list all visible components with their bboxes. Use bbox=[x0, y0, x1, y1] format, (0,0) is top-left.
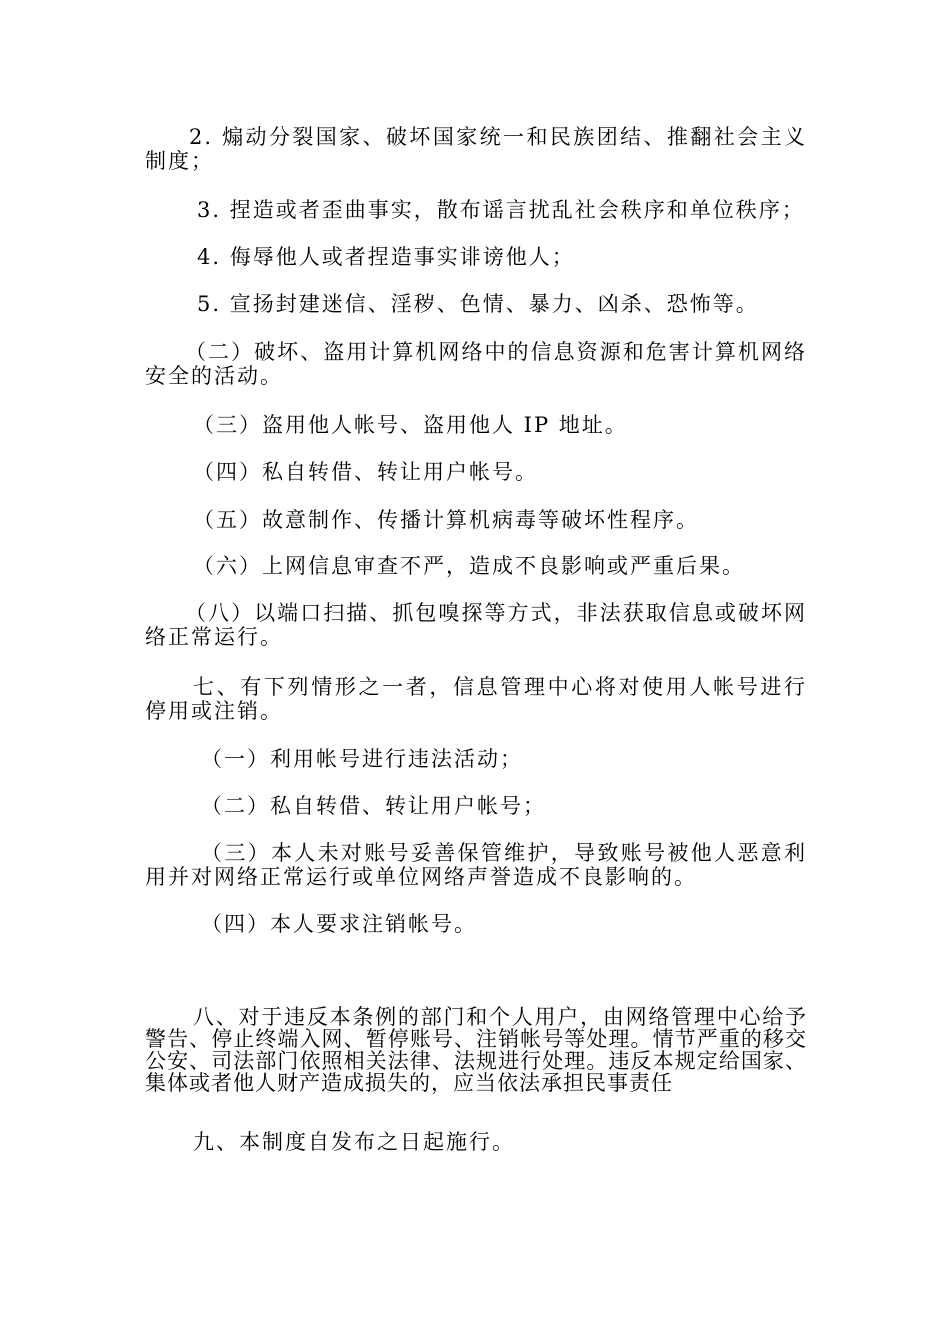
section-seven-item-4: （四）本人要求注销帐号。 bbox=[201, 912, 477, 936]
section-nine: 九、本制度自发布之日起施行。 bbox=[193, 1130, 515, 1154]
clause-sub-8: （八）以端口扫描、抓包嗅探等方式，非法获取信息或破坏网络正常运行。 bbox=[145, 601, 807, 649]
section-seven-item-2: （二）私自转借、转让用户帐号； bbox=[201, 794, 546, 818]
clause-item-2: 2. 煽动分裂国家、破坏国家统一和民族团结、推翻社会主义制度； bbox=[145, 125, 807, 173]
clause-sub-6: （六）上网信息审查不严，造成不良影响或严重后果。 bbox=[193, 554, 745, 578]
section-seven-item-1: （一）利用帐号进行违法活动； bbox=[201, 747, 523, 771]
clause-item-5: 5. 宣扬封建迷信、淫秽、色情、暴力、凶杀、恐怖等。 bbox=[197, 292, 759, 316]
clause-sub-2: （二）破坏、盗用计算机网络中的信息资源和危害计算机网络安全的活动。 bbox=[145, 340, 807, 388]
clause-sub-3: （三）盗用他人帐号、盗用他人 IP 地址。 bbox=[193, 413, 628, 437]
section-eight: 八、对于违反本条例的部门和个人用户，由网络管理中心给予警告、停止终端入网、暂停账号、注销帐号等处理。情节严重的移交公安、司法部门依照相关法律、法规进行处理。违反本规定给国家、集体或者他人财产造成损失的，应当依法承担民事责任 bbox=[145, 1005, 807, 1095]
clause-sub-5: （五）故意制作、传播计算机病毒等破坏性程序。 bbox=[193, 508, 699, 532]
section-seven-item-3: （三）本人未对账号妥善保管维护，导致账号被他人恶意利用并对网络正常运行或单位网络声誉造成不良影响的。 bbox=[145, 841, 807, 889]
section-seven: 七、有下列情形之一者，信息管理中心将对使用人帐号进行停用或注销。 bbox=[145, 675, 807, 723]
clause-item-4: 4. 侮辱他人或者捏造事实诽谤他人； bbox=[197, 245, 575, 269]
clause-item-3: 3. 捏造或者歪曲事实，散布谣言扰乱社会秩序和单位秩序； bbox=[197, 198, 805, 222]
clause-sub-4: （四）私自转借、转让用户帐号。 bbox=[193, 460, 538, 484]
